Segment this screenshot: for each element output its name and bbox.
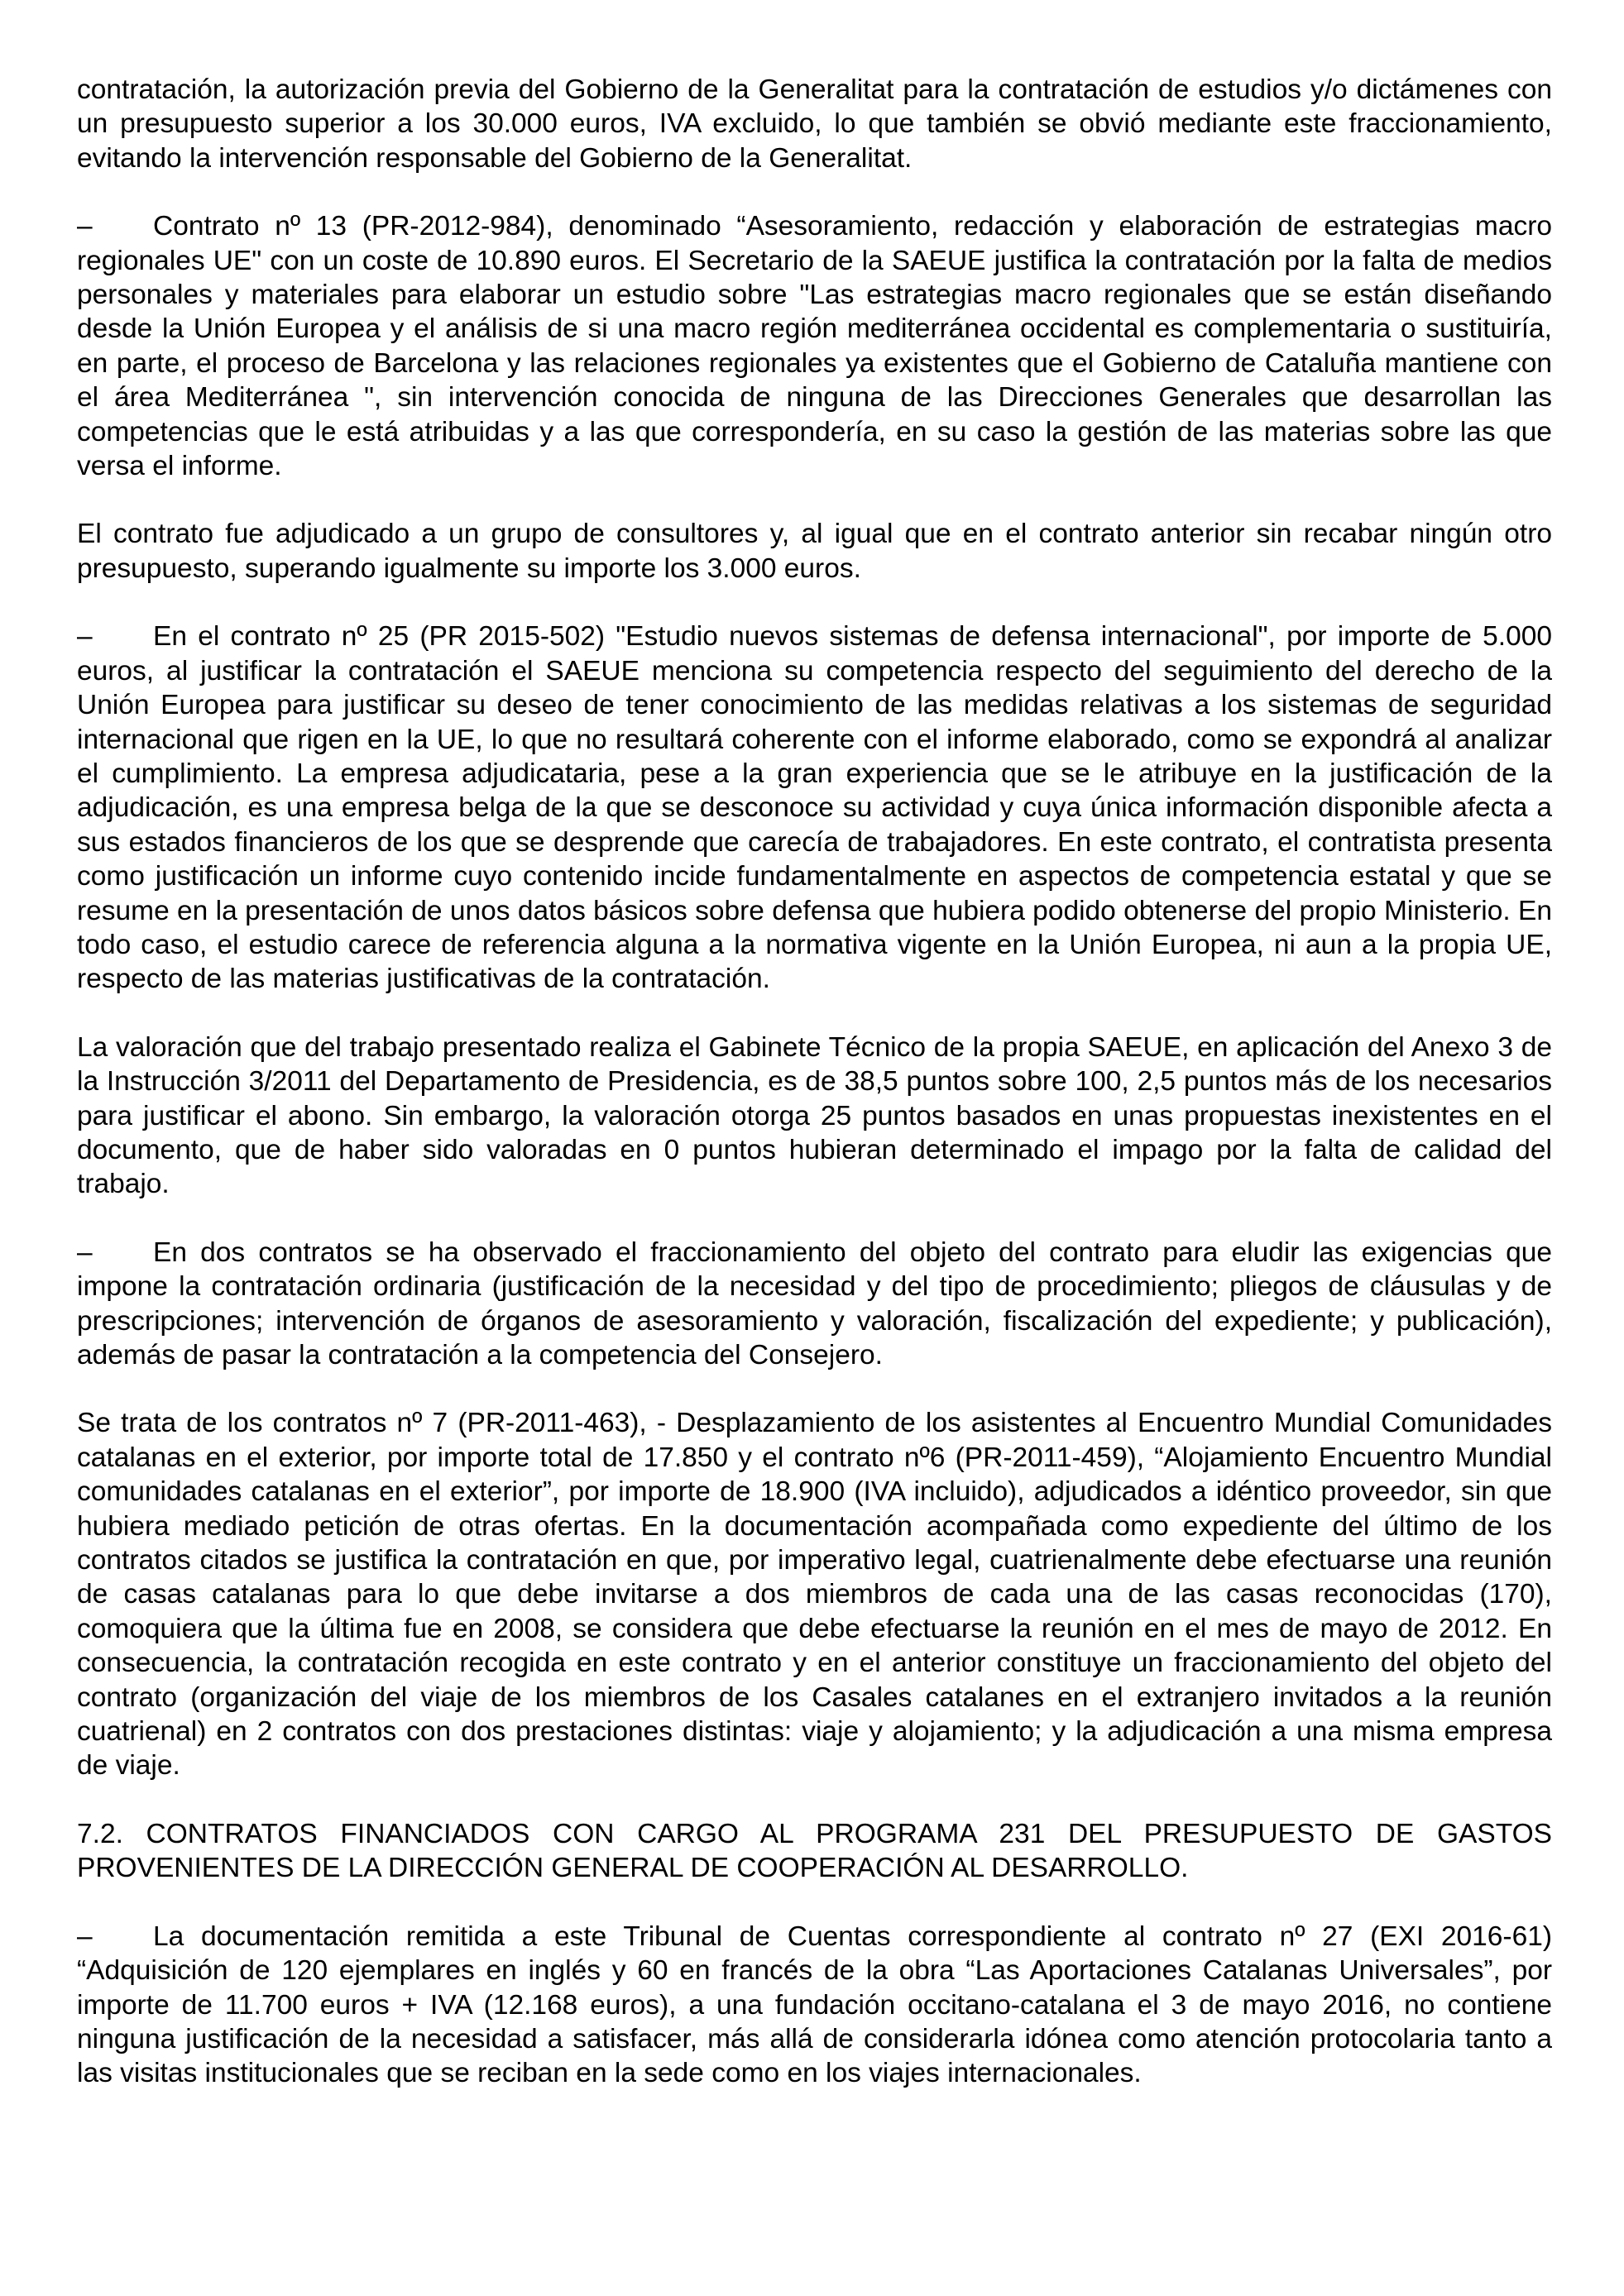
paragraph-3 [77,517,1552,586]
section-heading [77,1817,1552,1886]
paragraph-1 [77,73,1552,175]
dash-bullet: – [77,1921,93,1952]
paragraph-text: En dos contratos se ha observado el fraccionamiento del objeto del contrato para eludir las exigencias que impone la contratación ordinaria (justificación de la necesidad y del tipo de procedimiento; pliegos de cláusulas y de prescripciones; intervención de órganos de asesoramiento y valoración, fiscalización del expediente; y publicación), además de pasar la contratación a la competencia del Consejero. [77,1236,1552,1370]
paragraph-7 [77,1406,1552,1782]
paragraph-text: contratación, la autorización previa del Gobierno de la Generalitat para la contratación de estudios y/o dictámenes con un presupuesto superior a los 30.000 euros, IVA excluido, lo que también se obvió mediante este fraccionamiento, evitando la intervención responsable del Gobierno de la Generalitat. [77,74,1552,174]
paragraph-text: Contrato nº 13 (PR-2012-984), denominado “Asesoramiento, redacción y elaboración de estrategias macro regionales UE" con un coste de 10.890 euros. El Secretario de la SAEUE justifica la contratación por la falta de medios personales y materiales para elaborar un estudio sobre "Las estrategias macro regionales que se están diseñando desde la Unión Europea y el análisis de si una macro región mediterránea occidental es complementaria o sustituiría, en parte, el proceso de Barcelona y las relaciones regionales ya existentes que el Gobierno de Cataluña mantiene con el área Mediterránea ", sin intervención conocida de ninguna de las Direcciones Generales que desarrollan las competencias que le está atribuidas y a las que correspondería, en su caso la gestión de las materias sobre las que versa el informe. [77,211,1552,482]
paragraph-text: Se trata de los contratos nº 7 (PR-2011-463), - Desplazamiento de los asistentes al Encuentro Mundial Comunidades catalanas en el exterior, por importe total de 17.850 y el contrato nº6 (PR-2011-459), “Alojamiento Encuentro Mundial comunidades catalanas en el exterior”, por importe de 18.900 (IVA incluido), adjudicados a idéntico proveedor, sin que hubiera mediado petición de otras ofertas. En la documentación acompañada como expediente del último de los contratos citados se justifica la contratación en que, por imperativo legal, cuatrienalmente debe efectuarse una reunión de casas catalanas para lo que debe invitarse a dos miembros de cada una de las casas reconocidas (170), comoquiera que la última fue en 2008, se considera que debe efectuarse la reunión en el mes de mayo de 2012. En consecuencia, la contratación recogida en este contrato y en el anterior constituye un fraccionamiento del objeto del contrato (organización del viaje de los miembros de los Casales catalanes en el extranjero invitados a la reunión cuatrienal) en 2 contratos con dos prestaciones distintas: viaje y alojamiento; y la adjudicación a una misma empresa de viaje. [77,1408,1552,1782]
paragraph-4 [77,619,1552,996]
paragraph-text: La valoración que del trabajo presentado realiza el Gabinete Técnico de la propia SAEUE, en aplicación del Anexo 3 de la Instrucción 3/2011 del Departamento de Presidencia, es de 38,5 puntos sobre 100, 2,5 puntos más de los necesarios para justificar el abono. Sin embargo, la valoración otorga 25 puntos basados en unas propuestas inexistentes en el documento, que de haber sido valoradas en 0 puntos hubieran determinado el impago por la falta de calidad del trabajo. [77,1031,1552,1200]
paragraph-6 [77,1236,1552,1373]
paragraph-final [77,1920,1552,2091]
paragraph-2 [77,209,1552,483]
paragraph-text: El contrato fue adjudicado a un grupo de consultores y, al igual que en el contrato anterior sin recabar ningún otro presupuesto, superando igualmente su importe los 3.000 euros. [77,519,1552,584]
dash-bullet: – [77,211,93,242]
dash-bullet: – [77,1236,93,1268]
paragraph-text: La documentación remitida a este Tribunal de Cuentas correspondiente al contrato nº 27 (EXI 2016-61) “Adquisición de 120 ejemplares en inglés y 60 en francés de la obra “Las Aportaciones Catalanas Universales”, por importe de 11.700 euros + IVA (12.168 euros), a una fundación occitano-catalana el 3 de mayo 2016, no contiene ninguna justificación de la necesidad a satisfacer, más allá de considerarla idónea como atención protocolaria tanto a las visitas institucionales que se reciban en la sede como en los viajes internacionales. [77,1921,1552,2089]
paragraph-5 [77,1031,1552,1202]
document-page [77,73,1552,2125]
dash-bullet: – [77,621,93,653]
paragraph-text: En el contrato nº 25 (PR 2015-502) "Estudio nuevos sistemas de defensa internacional", por importe de 5.000 euros, al justificar la contratación el SAEUE menciona su competencia respecto del seguimiento del derecho de la Unión Europea para justificar su deseo de tener conocimiento de las medidas relativas a los sistemas de seguridad internacional que rigen en la UE, lo que no resultará coherente con el informe elaborado, como se expondrá al analizar el cumplimiento. La empresa adjudicataria, pese a la gran experiencia que se le atribuye en la justificación de la adjudicación, es una empresa belga de la que se desconoce su actividad y cuya única información disponible afecta a sus estados financieros de los que se desprende que carecía de trabajadores. En este contrato, el contratista presenta como justificación un informe cuyo contenido incide fundamentalmente en aspectos de competencia estatal y que se resume en la presentación de unos datos básicos sobre defensa que hubiera podido obtenerse del propio Ministerio. En todo caso, el estudio carece de referencia alguna a la normativa vigente en la Unión Europea, ni aun a la propia UE, respecto de las materias justificativas de la contratación. [77,621,1552,995]
section-heading-text: 7.2. CONTRATOS FINANCIADOS CON CARGO AL PROGRAMA 231 DEL PRESUPUESTO DE GASTOS PROVENIENTES DE LA DIRECCIÓN GENERAL DE COOPERACIÓN AL DESARROLLO. [77,1818,1552,1884]
